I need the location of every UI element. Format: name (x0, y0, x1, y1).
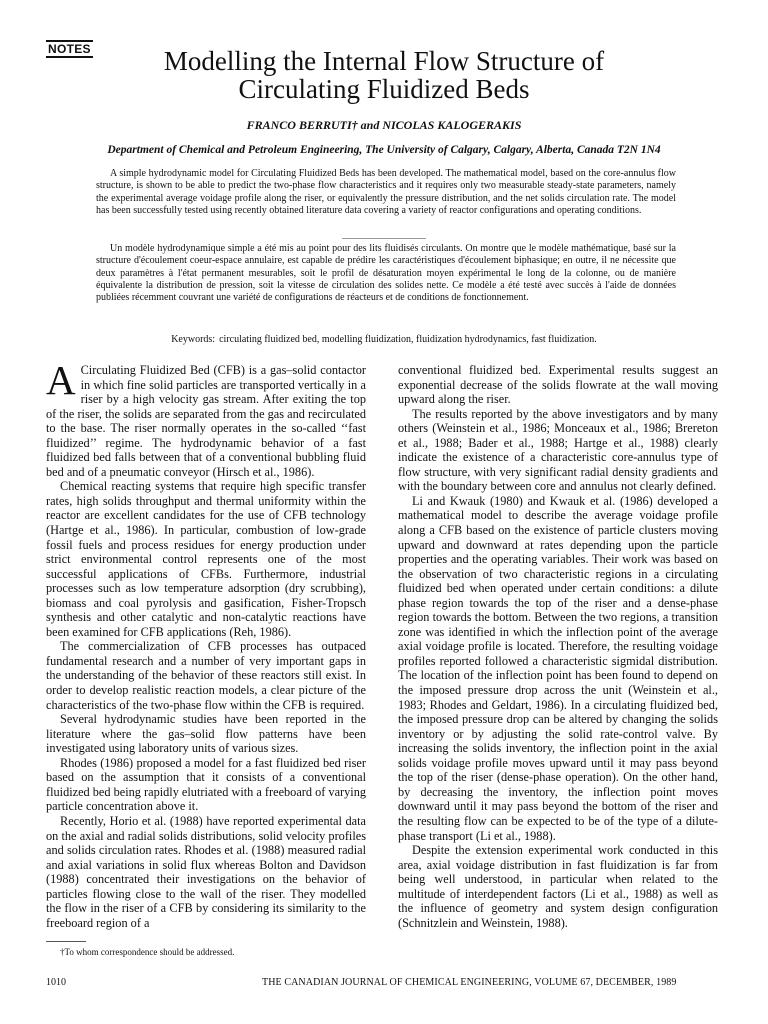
abstract-english-text: A simple hydrodynamic model for Circulating Fluidized Beds has been developed. The mathematical model, based on the core-annulus flow structure, is shown to be able to predict the two-phase flow characteristics and it requires only two measurable steady-state parameters, namely the experimental average voidage profile along the riser, or equivalently the pressure distribution, and the net solids circulation rate. The model has been successfully tested using recently obtained literature data covering a variety of reactor configurations and operating conditions. (96, 168, 676, 216)
page-number: 1010 (46, 977, 66, 988)
paragraph: Recently, Horio et al. (1988) have reported experimental data on the axial and radial solids distributions, solid velocity profiles and solids circulation rates. Rhodes et al. (1988) measured radial and axial variations in solid flux whereas Bolton and Davidson (1988) concentrated their investigations on the behavior of particles flowing close to the wall of the riser. They modelled the flow in the riser of a CFB by considering its similarity to the freeboard region of a (46, 813, 366, 930)
paragraph (46, 357, 366, 479)
body-column-left (46, 357, 366, 930)
drop-cap: A (46, 357, 76, 403)
body-column-right (398, 363, 718, 930)
keywords-label: Keywords: (171, 334, 216, 345)
authors: FRANCO BERRUTI† and NICOLAS KALOGERAKIS (246, 118, 522, 132)
title-line-1: Modelling the Internal Flow Structure of (163, 46, 605, 76)
paragraph: The commercialization of CFB processes has outpaced fundamental research and a number of very important gaps in the understanding of the behavior of these reactors still exist. In order to develop realistic reaction models, a clear picture of the characteristics of the two-phase flow within the CFB is required. (46, 639, 366, 712)
paragraph: Despite the extension experimental work conducted in this area, axial voidage distribution in fast fluidization is far from being well understood, in particular when related to the multitude of interdependent factors (Li et al., 1988) as well as the influence of geometry and system design configuration (Schnitzlein and Weinstein, 1988). (398, 843, 718, 930)
keywords (0, 334, 768, 345)
paragraph: Several hydrodynamic studies have been reported in the literature where the gas–solid flow patterns have been investigated using laboratory units of various sizes. (46, 712, 366, 756)
paragraph: Chemical reacting systems that require high specific transfer rates, high solids throughput and thermal uniformity within the reactor are excellent candidates for the use of CFB technology (Hartge et al., 1986). In particular, combustion of low-grade fossil fuels and process residues for energy production under strict environmental control represents one of the most successful applications of CFBs. Furthermore, industrial processes such as low temperature adsorption (dry scrubbing), biomass and coal pyrolysis and gasification, Fisher-Tropsch synthesis and other catalytic and non-catalytic reactions have been examined for CFB applications (Reh, 1986). (46, 479, 366, 639)
abstract-english (96, 168, 676, 217)
paragraph: conventional fluidized bed. Experimental results suggest an exponential decrease of the solids flowrate at the wall moving upward along the riser. (398, 363, 718, 407)
keywords-text: circulating fluidized bed, modelling fluidization, fluidization hydrodynamics, fast fluidization. (219, 334, 597, 345)
paragraph: Rhodes (1986) proposed a model for a fast fluidized bed riser based on the assumption that it consists of a conventional fluidized bed being rapidly elutriated with a freeboard of varying particle concentration above it. (46, 755, 366, 814)
footnote-divider (46, 941, 86, 942)
title-line-2: Circulating Fluidized Beds (238, 74, 530, 104)
abstract-divider (342, 238, 426, 239)
paragraph: Li and Kwauk (1980) and Kwauk et al. (1986) developed a mathematical model to describe the average voidage profile along a CFB based on the existence of particle clusters moving upward and downward at rates depending upon the particle properties and the operating variables. Their work was based on the observation of two characteristic regions in a circulating fluidized bed when operated under certain conditions: a dilute phase region towards the top of the riser and a dense-phase region towards the bottom. Between the two regions, a transition zone was identified in which the inflection point of the average axial voidage profile is located. Therefore, the resulting voidage profiles reported followed a characteristic sigmidal distribution. The location of the inflection point has been found to depend on the imposed pressure drop across the unit (Weinstein et al., 1983; Rhodes and Geldart, 1986). In a circulating fluidized bed, the imposed pressure drop can be altered by changing the solids inventory or by adjusting the solid rate-control valve. By increasing the solids inventory, the inflection point in the axial solids voidage profile moves upward until it may pass beyond the top of the riser (dense-phase operation). On the other hand, by decreasing the inventory, the inflection point moves downward until it may pass beyond the bottom of the riser and the resulting flow can be expected to be of the type of a dilute-phase transport (Li et al., 1988). (398, 493, 718, 843)
section-tag: NOTES (48, 42, 91, 56)
abstract-french (96, 243, 676, 304)
abstract-french-text: Un modèle hydrodynamique simple a été mis au point pour des lits fluidisés circulants. On montre que le modèle mathématique, basé sur la structure d'écoulement coeur-espace annulaire, est capable de prédire les caractéristiques d'écoulement biphasique; en outre, il ne nécessite que deux paramètres à l'état permanent mesurables, soit le profil de désaturation moyen expérimental le long de la colonne, ou de manière équivalente la distribution de pression, soit la vitesse de circulation des solides nette. Ce modèle a été testé avec succès à l'aide de données publiées récemment couvrant une variété de configurations de réacteurs et de conditions de fonctionnement. (96, 243, 676, 304)
article-title (100, 47, 668, 103)
footnote: †To whom correspondence should be addressed. (60, 947, 235, 957)
paragraph: The results reported by the above investigators and by many others (Weinstein et al., 1986; Monceaux et al., 1986; Brereton et al., 1988; Bader et al., 1988; Hartge et al., 1988) clearly indicate the existence of a characteristic core-annulus type of flow structure, with very significant radial density gradients and with the boundary between core and annulus not clearly defined. (398, 406, 718, 494)
affiliation: Department of Chemical and Petroleum Engineering, The University of Calgary, Calgary, Alberta, Canada T2N 1N4 (107, 144, 661, 156)
paragraph-text: Circulating Fluidized Bed (CFB) is a gas–solid contactor in which fine solid particles are transported vertically in a riser by a high velocity gas stream. After exiting the top of the riser, the solids are separated from the gas and recirculated to the base. The riser normally operates in the so-called ‘‘fast fluidized’’ regime. The hydrodynamic behavior of a fast fluidized bed falls between that of a conventional bubbling fluid bed and of a pneumatic conveyor (Hirsch et al., 1986). (46, 363, 366, 479)
journal-footer: THE CANADIAN JOURNAL OF CHEMICAL ENGINEERING, VOLUME 67, DECEMBER, 1989 (262, 977, 677, 988)
